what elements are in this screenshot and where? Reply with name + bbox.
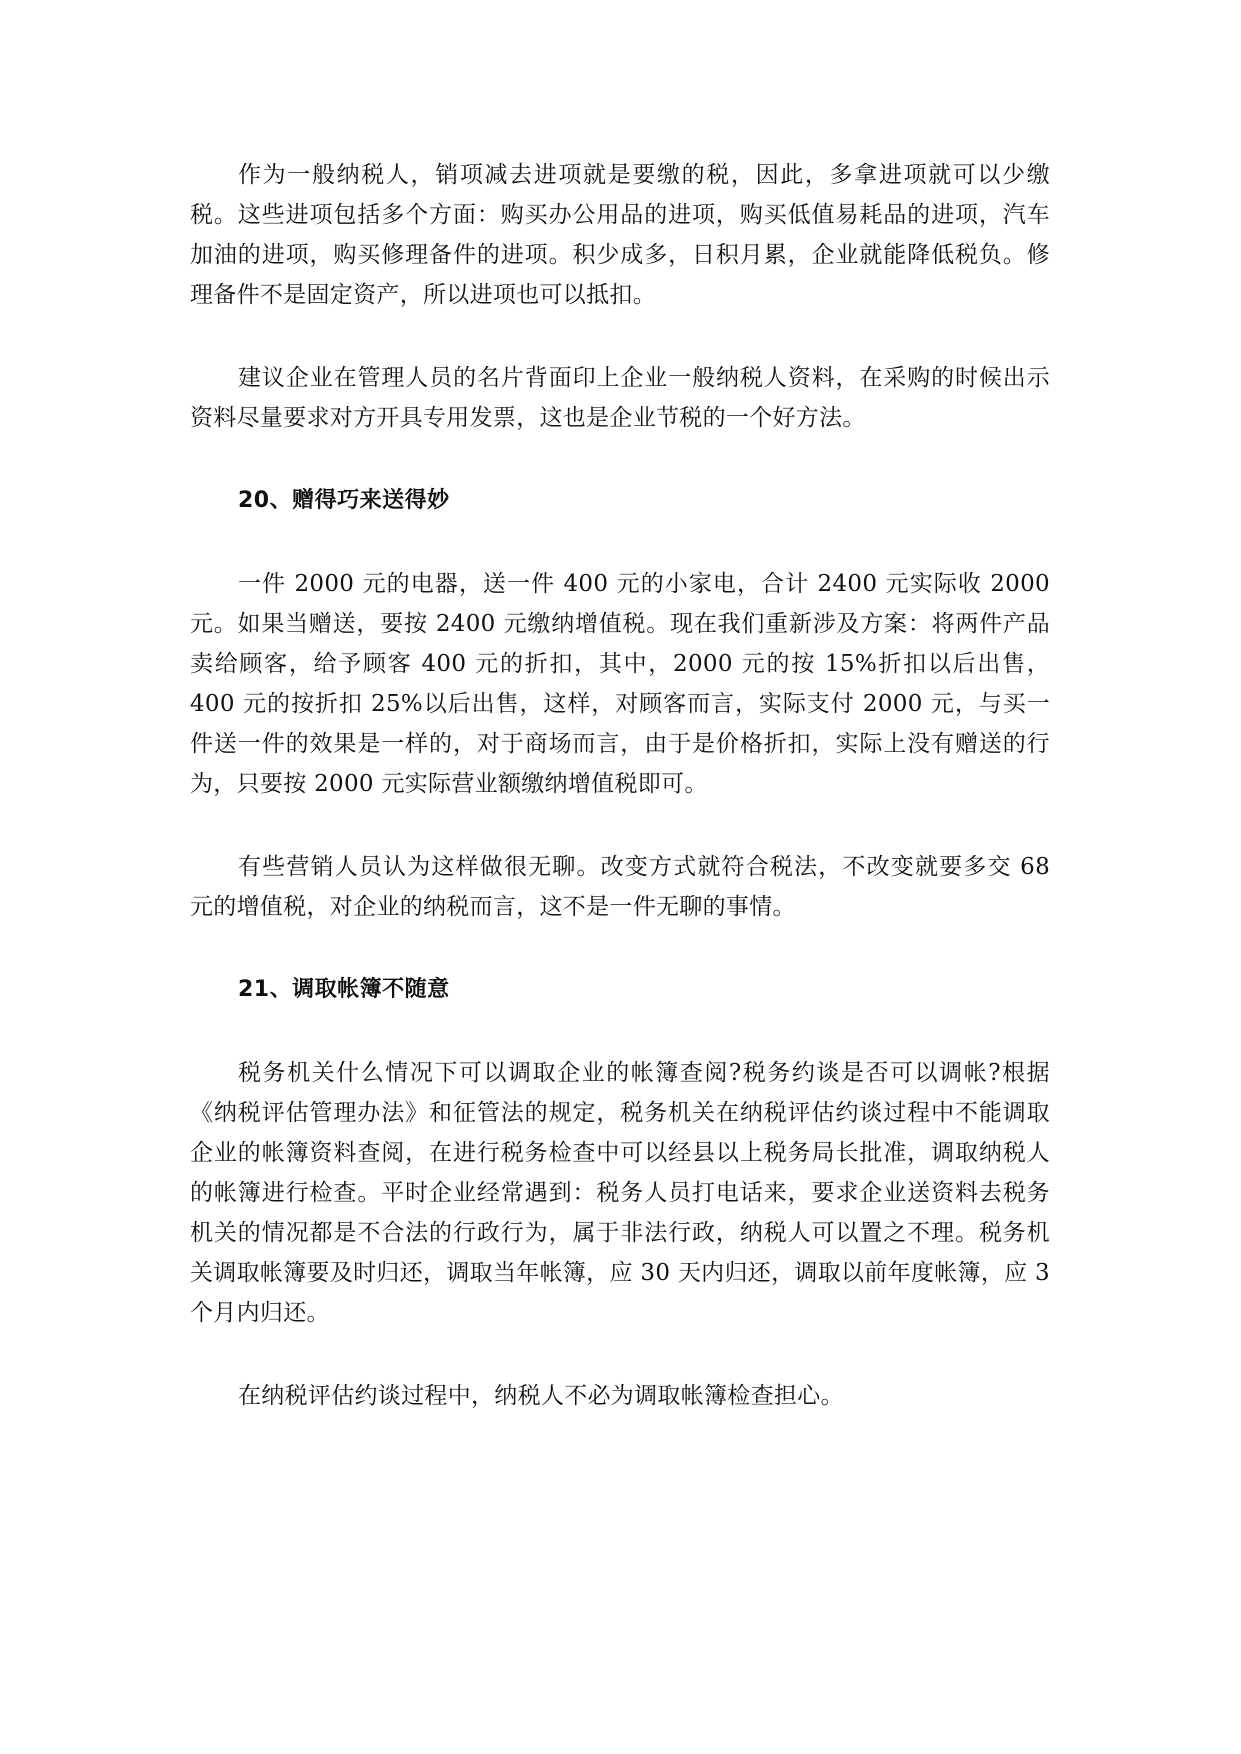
paragraph-input-tax-deduction: 作为一般纳税人，销项减去进项就是要缴的税，因此，多拿进项就可以少缴税。这些进项包括多个方面：购买办公用品的进项，购买低值易耗品的进项，汽车加油的进项，购买修理备件的进项。积少成多，日积月累，企业就能降低税负。修理备件不是固定资产，所以进项也可以抵扣。 xyxy=(190,162,1050,308)
paragraph-ledger-conclusion: 在纳税评估约谈过程中，纳税人不必为调取帐簿检查担心。 xyxy=(238,1383,844,1409)
document-body xyxy=(190,155,1050,1459)
paragraph-business-card-tip: 建议企业在管理人员的名片背面印上企业一般纳税人资料，在采购的时候出示资料尽量要求对方开具专用发票，这也是企业节税的一个好方法。 xyxy=(190,365,1050,431)
paragraph-ledger-retrieval-rules: 税务机关什么情况下可以调取企业的帐簿查阅?税务约谈是否可以调帐?根据《纳税评估管理办法》和征管法的规定，税务机关在纳税评估约谈过程中不能调取企业的帐簿资料查阅，在进行税务检查中可以经县以上税务局长批准，调取纳税人的帐簿进行检查。平时企业经常遇到：税务人员打电话来，要求企业送资料去税务机关的情况都是不合法的行政行为，属于非法行政，纳税人可以置之不理。税务机关调取帐簿要及时归还，调取当年帐簿，应 30 天内归还，调取以前年度帐簿，应 3 个月内归还。 xyxy=(190,1060,1050,1326)
section-heading-21: 21、调取帐簿不随意 xyxy=(238,977,450,1002)
paragraph-marketing-opinion: 有些营销人员认为这样做很无聊。改变方式就符合税法，不改变就要多交 68 元的增值税，对企业的纳税而言，这不是一件无聊的事情。 xyxy=(190,854,1050,920)
section-heading-20: 20、赠得巧来送得妙 xyxy=(238,488,450,513)
paragraph-gift-discount-scheme: 一件 2000 元的电器，送一件 400 元的小家电，合计 2400 元实际收 2000 元。如果当赠送，要按 2400 元缴纳增值税。现在我们重新涉及方案：将两件产品卖给顾客，给予顾客 400 元的折扣，其中，2000 元的按 15%折扣以后出售，400 元的按折扣 25%以后出售，这样，对顾客而言，实际支付 2000 元，与买一件送一件的效果是一样的，对于商场而言，由于是价格折扣，实际上没有赠送的行为，只要按 2000 元实际营业额缴纳增值税即可。 xyxy=(190,571,1050,797)
